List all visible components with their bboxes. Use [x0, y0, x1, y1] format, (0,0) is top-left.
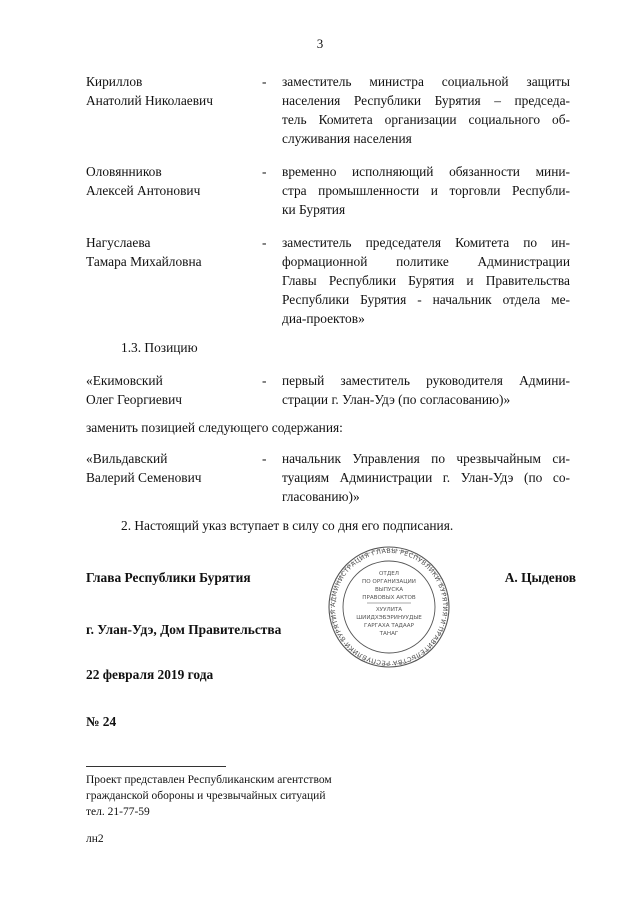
seal-outer-text: АДМИНИСТРАЦИЯ ГЛАВЫ РЕСПУБЛИКИ БУРЯТИЯ И ПРАВИТЕЛЬСТВА РЕСПУБЛИКИ БУРЯТИЯ	[328, 546, 450, 668]
dash-separator: -	[262, 451, 267, 466]
footnote-divider	[86, 766, 226, 767]
description-line: стра промышленности и торговли Республи-	[282, 183, 570, 198]
position-description	[282, 371, 570, 409]
seal-inner-line: ВЫПУСКА	[374, 587, 404, 593]
seal-inner-line: ОТДЕЛ	[379, 571, 399, 577]
signatory-position: Глава Республики Бурятия	[86, 570, 251, 585]
description-line: страции г. Улан-Удэ (по согласованию)»	[282, 392, 511, 407]
position-description	[282, 233, 570, 328]
seal-inner-line: ШИИДХЭБЭРИНУУДЫЕ	[356, 615, 422, 621]
description-line: туациям Администрации г. Улан-Удэ (по со-	[282, 470, 570, 485]
description-line: временно исполняющий обязанности мини-	[282, 164, 570, 179]
person-surname: Кириллов	[86, 74, 143, 89]
seal-inner-line: ХУУЛИТА	[375, 607, 403, 613]
footnote	[86, 772, 332, 820]
dash-separator: -	[262, 373, 267, 388]
description-line: населения Республики Бурятия – председа-	[282, 93, 570, 108]
description-line: Республики Бурятия - начальник отдела ме-	[282, 292, 570, 307]
description-line: первый заместитель руководителя Админи-	[282, 373, 570, 388]
description-line: служивания населения	[282, 131, 412, 146]
place: г. Улан-Удэ, Дом Правительства	[86, 622, 282, 637]
page-number: 3	[316, 36, 324, 51]
person-surname: «Вильдавский	[86, 451, 168, 466]
description-line: тель Комитета организации социального об-	[282, 112, 570, 127]
person-surname: Оловянников	[86, 164, 162, 179]
dash-separator: -	[262, 164, 267, 179]
section-heading: 1.3. Позицию	[121, 340, 198, 355]
date: 22 февраля 2019 года	[86, 667, 214, 682]
signatory-name: А. Цыденов	[504, 570, 576, 585]
person-given-name: Анатолий Николаевич	[86, 93, 213, 108]
footnote-line: гражданской обороны и чрезвычайных ситуаций	[86, 790, 326, 802]
clause-2: 2. Настоящий указ вступает в силу со дня его подписания.	[121, 518, 454, 533]
person-given-name: Олег Георгиевич	[86, 392, 183, 407]
dash-separator: -	[262, 74, 267, 89]
seal-inner-line: ПРАВОВЫХ АКТОВ	[362, 595, 416, 601]
seal-inner-line: ТАНАГ	[379, 631, 399, 637]
official-seal	[327, 545, 451, 669]
description-line: Главы Республики Бурятия и Правительства	[282, 273, 570, 288]
person-surname: Нагуслаева	[86, 235, 151, 250]
person-given-name: Валерий Семенович	[86, 470, 202, 485]
document-code: лн2	[86, 833, 104, 845]
description-line: заместитель председателя Комитета по ин-	[282, 235, 570, 250]
replace-text: заменить позицией следующего содержания:	[86, 420, 343, 435]
description-line: ки Бурятия	[282, 202, 346, 217]
description-line: формационной политике Администрации	[282, 254, 570, 269]
person-given-name: Тамара Михайловна	[86, 254, 202, 269]
description-line: диа-проектов»	[282, 311, 365, 326]
seal-inner-line: ГАРГАХА ТАДААР	[364, 623, 414, 629]
person-surname: «Екимовский	[86, 373, 163, 388]
position-description	[282, 162, 570, 219]
description-line: заместитель министра социальной защиты	[282, 74, 570, 89]
description-line: начальник Управления по чрезвычайным си-	[282, 451, 570, 466]
position-description	[282, 449, 570, 506]
description-line: гласованию)»	[282, 489, 360, 504]
dash-separator: -	[262, 235, 267, 250]
position-description	[282, 72, 570, 148]
seal-inner-line: ПО ОРГАНИЗАЦИИ	[362, 579, 416, 585]
decree-number: № 24	[86, 714, 117, 729]
footnote-line: тел. 21-77-59	[86, 806, 150, 818]
person-given-name: Алексей Антонович	[86, 183, 201, 198]
footnote-line: Проект представлен Республиканским агентством	[86, 774, 332, 786]
